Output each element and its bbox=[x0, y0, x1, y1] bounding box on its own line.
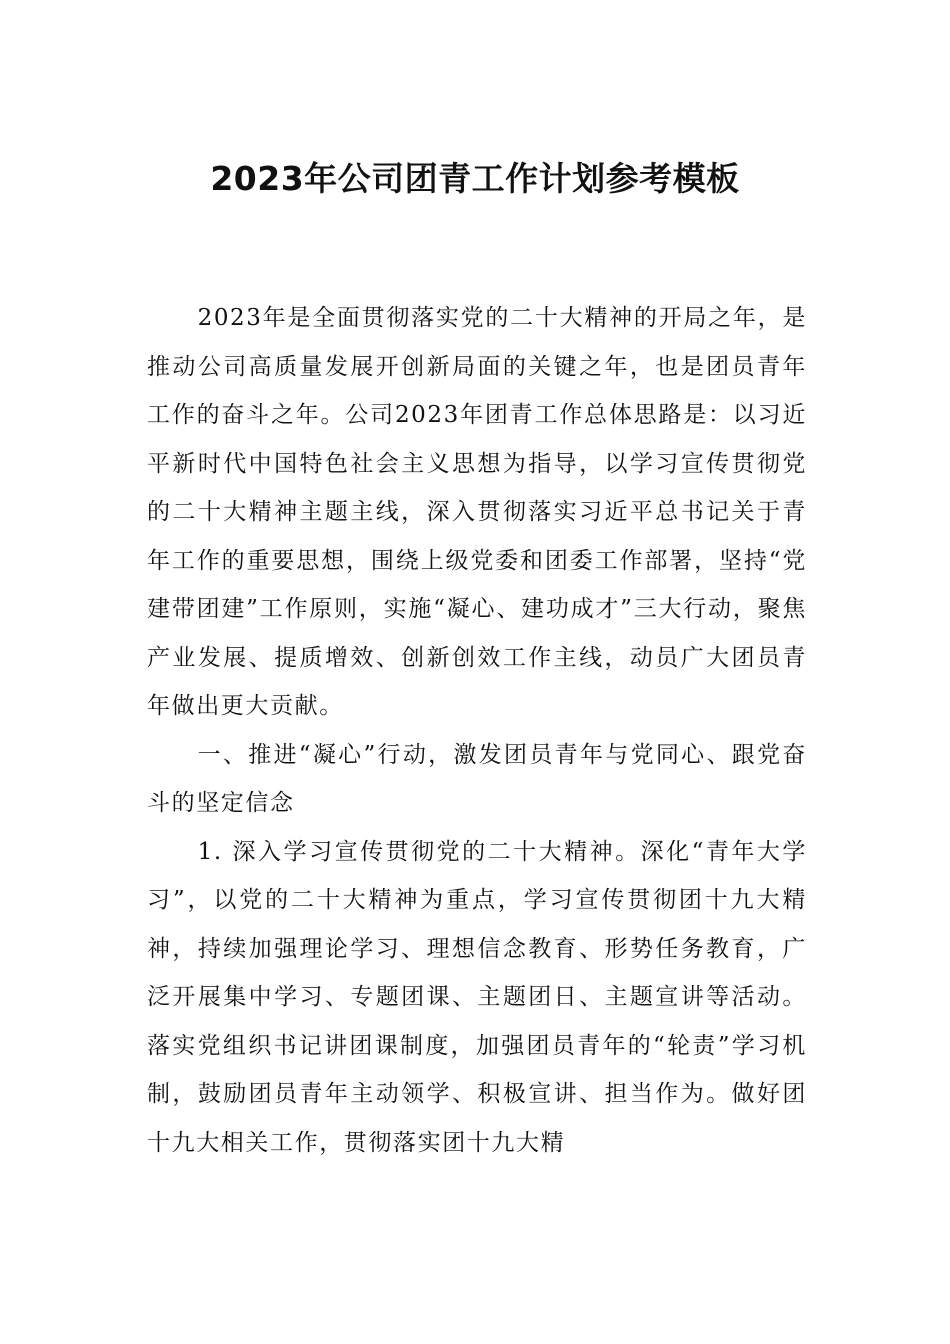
section-heading-1: 一、推进“凝心”行动，激发团员青年与党同心、跟党奋斗的坚定信念 bbox=[147, 741, 807, 816]
document-body bbox=[147, 294, 807, 1167]
item-paragraph-1: 1. 深入学习宣传贯彻党的二十大精神。深化“青年大学习”，以党的二十大精神为重点，学习宣传贯彻团十九大精神，持续加强理论学习、理想信念教育、形势任务教育，广泛开展集中学习、专题团课、主题团日、主题宣讲等活动。落实党组织书记讲团课制度，加强团员青年的“轮责”学习机制，鼓励团员青年主动领学、积极宣讲、担当作为。做好团十九大相关工作，贯彻落实团十九大精 bbox=[147, 838, 807, 1156]
intro-paragraph: 2023年是全面贯彻落实党的二十大精神的开局之年，是推动公司高质量发展开创新局面的关键之年，也是团员青年工作的奋斗之年。公司2023年团青工作总体思路是：以习近平新时代中国特色社会主义思想为指导，以学习宣传贯彻党的二十大精神主题主线，深入贯彻落实习近平总书记关于青年工作的重要思想，围绕上级党委和团委工作部署，坚持“党建带团建”工作原则，实施“凝心、建功成才”三大行动，聚焦产业发展、提质增效、创新创效工作主线，动员广大团员青年做出更大贡献。 bbox=[147, 305, 807, 719]
document-title: 2023年公司团青工作计划参考模板 bbox=[210, 159, 740, 198]
